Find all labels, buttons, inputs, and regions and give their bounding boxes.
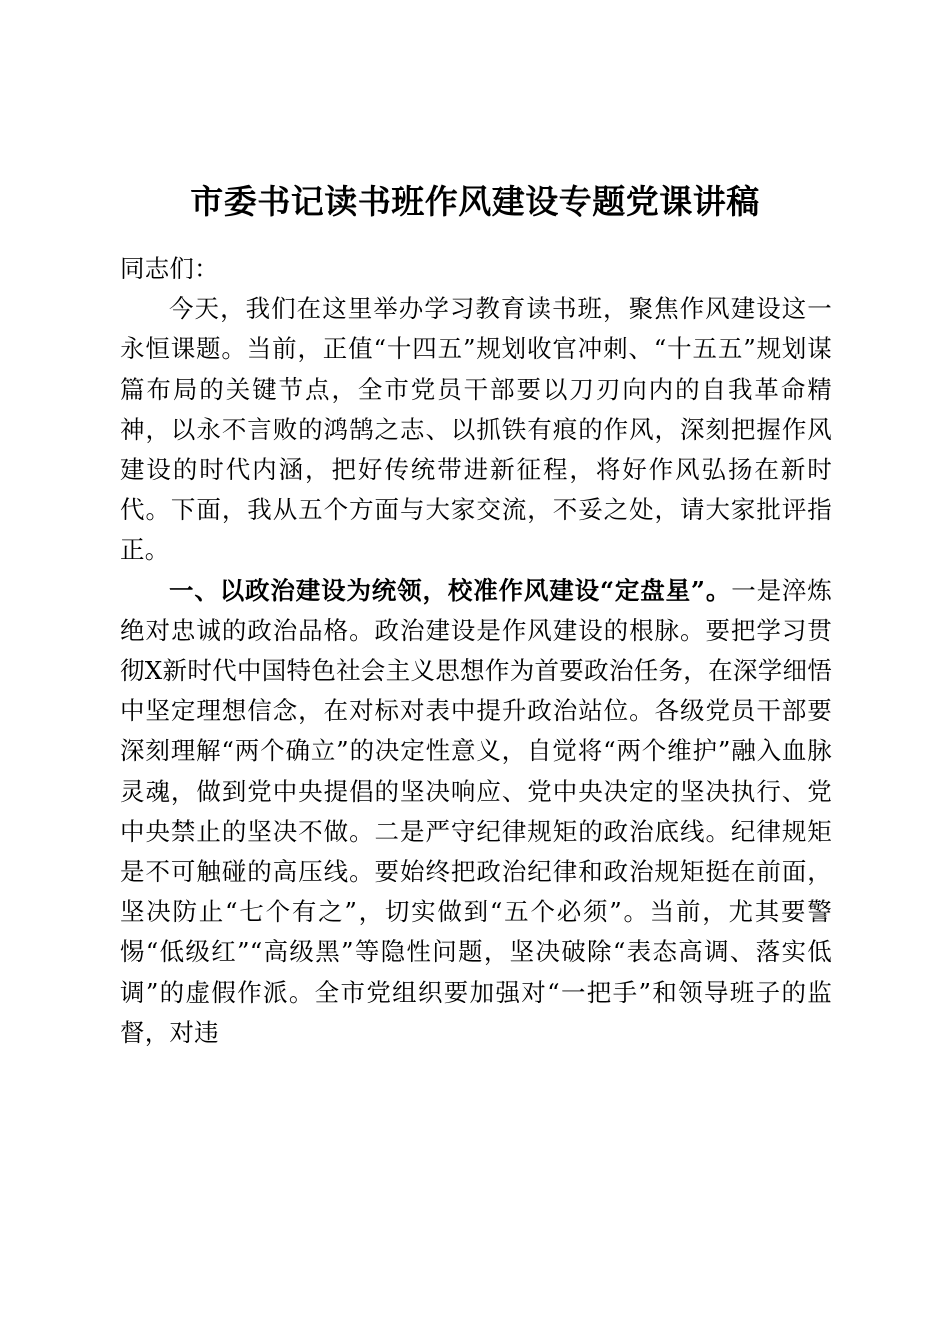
section-heading: 一、以政治建设为统领，校准作风建设“定盘星”。 (169, 575, 732, 605)
paragraph-section-one (120, 571, 832, 1053)
document-body (120, 249, 832, 1053)
document-title: 市委书记读书班作风建设专题党课讲稿 (190, 182, 760, 221)
paragraph-text: 一是淬炼绝对忠诚的政治品格。政治建设是作风建设的根脉。要把学习贯彻X新时代中国特色社会主义思想作为首要政治任务，在深学细悟中坚定理想信念，在对标对表中提升政治站位。各级党员干部要深刻理解“两个确立”的决定性意义，自觉将“两个维护”融入血脉灵魂，做到党中央提倡的坚决响应、党中央决定的坚决执行、党中央禁止的坚决不做。二是严守纪律规矩的政治底线。纪律规矩是不可触碰的高压线。要始终把政治纪律和政治规矩挺在前面，坚决防止“七个有之”，切实做到“五个必须”。当前，尤其要警惕“低级红”“高级黑”等隐性问题，坚决破除“表态高调、落实低调”的虚假作派。全市党组织要加强对“一把手”和领导班子的监督，对违 (120, 575, 832, 1047)
paragraph-text: 今天，我们在这里举办学习教育读书班，聚焦作风建设这一永恒课题。当前，正值“十四五”规划收官冲刺、“十五五”规划谋篇布局的关键节点，全市党员干部要以刀刃向内的自我革命精神，以永不言败的鸿鹄之志、以抓铁有痕的作风，深刻把握作风建设的时代内涵，把好传统带进新征程，将好作风弘扬在新时代。下面，我从五个方面与大家交流，不妥之处，请大家批评指正。 (120, 294, 832, 565)
salutation: 同志们： (120, 254, 219, 283)
paragraph-intro (120, 289, 832, 570)
